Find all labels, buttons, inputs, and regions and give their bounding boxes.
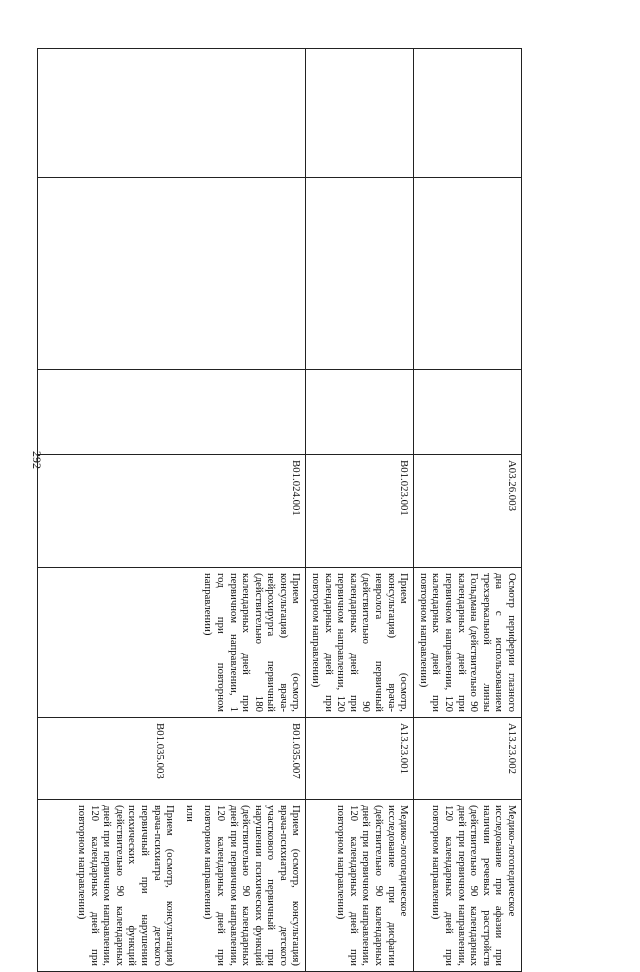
empty-cell	[414, 49, 522, 178]
service-code-text: A13.23.002	[506, 723, 518, 774]
service-description: Прием (осмотр, консультация) врача-нейрохирурга первичный (действительно 180 календарных дней при первичном направлении, 1 год при повторном направлении)	[38, 568, 306, 718]
service-code	[414, 718, 522, 800]
table-row	[414, 49, 522, 972]
service-description-text: Медико-логопедическое исследование при афазии при наличии речевых расстройств (действительно 90 календарных дней при первичном направлении, 120 календарных дней при повторном направлении)	[430, 805, 518, 966]
service-code	[306, 718, 414, 800]
rotated-table-wrapper	[72, 48, 522, 966]
service-description-text: Прием (осмотр, консультация) врача-психиатра детского участкового первичный при нарушении психических функций (действительно 90 календарных дней при первичном направлении, 120 календарных дней при повторном направлении)	[202, 805, 303, 966]
service-description: Прием (осмотр, консультация) врача-невролога первичный (действительно 90 календарных дней при первичном направлении, 120 календарных дней при повторном направлении)	[306, 568, 414, 718]
empty-cell	[306, 178, 414, 370]
services-table	[38, 48, 523, 972]
empty-cell	[38, 178, 306, 370]
empty-cell	[306, 49, 414, 178]
empty-cell	[414, 370, 522, 455]
service-description-text: Медико-логопедическое исследование при дисфагии (действительно 90 календарных дней при первичном направлении, 120 календарных дней при повторном направлении)	[335, 805, 411, 966]
service-code: A03.26.003	[414, 455, 522, 568]
service-description: Осмотр периферии глазного дна с использованием трехзеркальной линзы Гольдмана (действительно 90 календарных дней при первичном направлении, 120 календарных дней при повторном направлении)	[414, 568, 522, 718]
table-row	[38, 49, 306, 972]
empty-cell	[38, 370, 306, 455]
service-code	[38, 718, 306, 800]
empty-cell	[38, 49, 306, 178]
or-label: или	[183, 805, 196, 822]
service-description	[414, 800, 522, 972]
table-row	[306, 49, 414, 972]
page-number: 292	[30, 451, 44, 469]
empty-cell	[306, 370, 414, 455]
service-code-text: A13.23.001	[398, 723, 411, 774]
service-code-text: B01.035.007	[290, 723, 303, 779]
service-code: B01.024.001	[38, 455, 306, 568]
service-description-text: Прием (осмотр, консультация) врача-психиатра детского первичный при нарушении психических функций (действительно 90 календарных дней при первичном направлении, 120 календарных дней при повторном направлении)	[76, 805, 177, 966]
service-description	[38, 800, 306, 972]
empty-cell	[414, 178, 522, 370]
spacer	[166, 723, 290, 794]
service-description	[306, 800, 414, 972]
service-code-text: B01.035.003	[153, 723, 166, 779]
service-code: B01.023.001	[306, 455, 414, 568]
